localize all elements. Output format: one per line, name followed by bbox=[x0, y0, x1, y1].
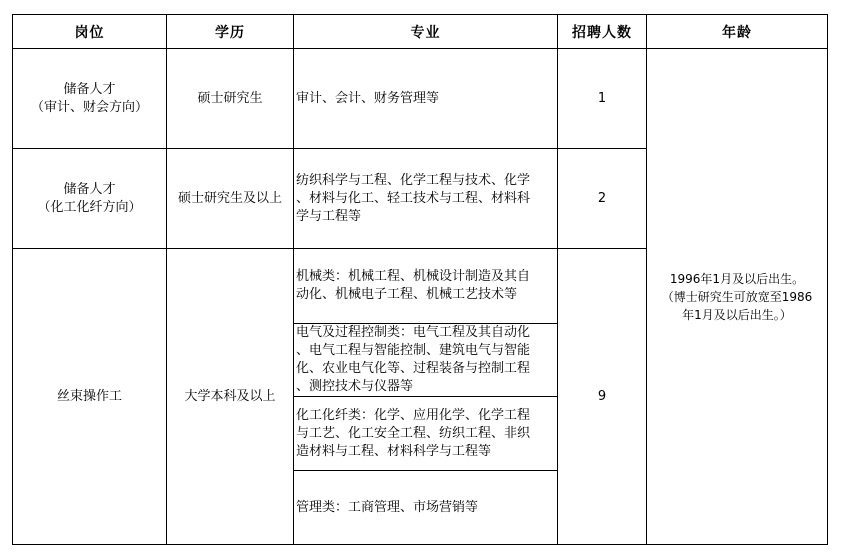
row1-position: 储备人才 （审计、财会方向） bbox=[12, 48, 167, 149]
row3-major-management: 管理类：工商管理、市场营销等 bbox=[293, 470, 558, 545]
row2-education: 硕士研究生及以上 bbox=[166, 148, 294, 249]
row1-count: 1 bbox=[557, 48, 647, 149]
row2-position: 储备人才 （化工化纤方向） bbox=[12, 148, 167, 249]
header-major: 专业 bbox=[293, 14, 558, 49]
row3-major-chemical: 化工化纤类：化学、应用化学、化学工程 与工艺、化工安全工程、纺织工程、非织 造材料与工程、材料科学与工程等 bbox=[293, 396, 558, 471]
row3-position: 丝束操作工 bbox=[12, 248, 167, 545]
row3-major-electrical: 电气及过程控制类：电气工程及其自动化 、电气工程与智能控制、建筑电气与智能 化、农业电气化等、过程装备与控制工程 、测控技术与仪器等 bbox=[293, 323, 558, 397]
row3-education: 大学本科及以上 bbox=[166, 248, 294, 545]
header-position: 岗位 bbox=[12, 14, 167, 49]
header-count: 招聘人数 bbox=[557, 14, 647, 49]
row3-count: 9 bbox=[557, 248, 647, 545]
row3-major-mechanical: 机械类：机械工程、机械设计制造及其自 动化、机械电子工程、机械工艺技术等 bbox=[293, 248, 558, 324]
header-education: 学历 bbox=[166, 14, 294, 49]
row2-count: 2 bbox=[557, 148, 647, 249]
row2-major: 纺织科学与工程、化学工程与技术、化学 、材料与化工、轻工技术与工程、材料科 学与工程等 bbox=[293, 148, 558, 249]
age-requirement: 1996年1月及以后出生。 （博士研究生可放宽至1986 年1月及以后出生。） bbox=[646, 48, 828, 545]
header-age: 年龄 bbox=[646, 14, 828, 49]
row1-education: 硕士研究生 bbox=[166, 48, 294, 149]
row1-major: 审计、会计、财务管理等 bbox=[293, 48, 558, 149]
